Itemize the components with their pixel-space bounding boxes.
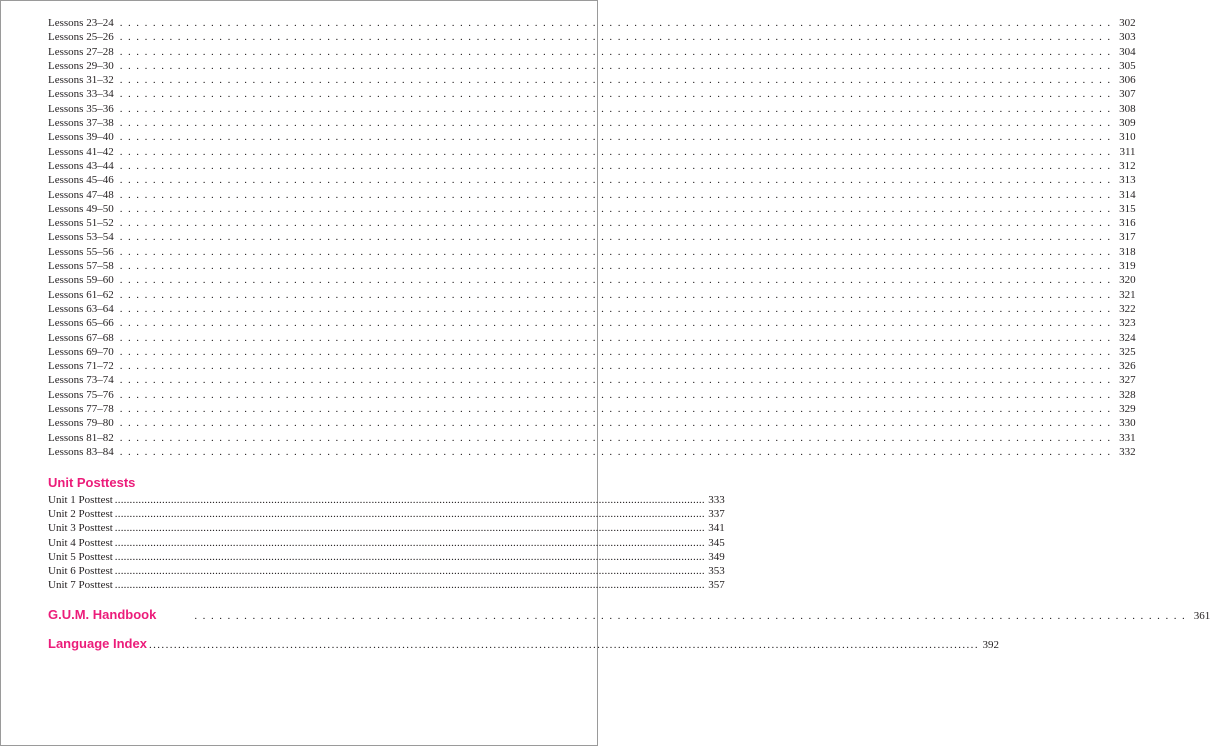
- entry-label: Lessons 27–28: [48, 45, 114, 58]
- entry-label: Unit 2 Posttest: [48, 508, 113, 521]
- toc-entry[interactable]: [48, 73, 1136, 87]
- page-number: 311: [1119, 145, 1136, 158]
- page-number: 312: [1119, 159, 1136, 172]
- dot-leader: . . . . . . . . . . . . . . . . . . . . . . . . . . . . . . . . . . . . . . . . . . . . . . . . . . . . . . . . . . . . . . . . . . . . . . . . . . . . . . . . . . . . . . . . . . . . . . . . . . . . . . . . . . . . . . . . . . . . . . . .: [119, 360, 1112, 373]
- entry-label: Lessons 39–40: [48, 131, 114, 144]
- entry-label: Lessons 73–74: [48, 374, 114, 387]
- dot-leader: . . . . . . . . . . . . . . . . . . . . . . . . . . . . . . . . . . . . . . . . . . . . . . . . . . . . . . . . . . . . . . . . . . . . . . . . . . . . . . . . . . . . . . . . . . . . . . . . . . . . . . . . . . . . . . . . . . . . . . . .: [119, 317, 1112, 330]
- entry-label: Lessons 25–26: [48, 31, 114, 44]
- page-number: 316: [1119, 217, 1136, 230]
- page-number: 361: [1193, 610, 1210, 622]
- entry-label: Lessons 83–84: [48, 445, 114, 458]
- page-number: 357: [708, 579, 725, 592]
- entry-label: Lessons 49–50: [48, 202, 114, 215]
- toc-entry[interactable]: [48, 173, 1136, 187]
- page-number: 320: [1119, 274, 1136, 287]
- entry-label: Lessons 29–30: [48, 59, 114, 72]
- page-number: 331: [1119, 431, 1136, 444]
- page-number: 302: [1119, 17, 1136, 29]
- lessons-list: [48, 16, 1136, 459]
- toc-entry[interactable]: [48, 388, 1136, 402]
- dot-leader: . . . . . . . . . . . . . . . . . . . . . . . . . . . . . . . . . . . . . . . . . . . . . . . . . . . . . . . . . . . . . . . . . . . . . . . . . . . . . . . . . . . . . . . . . . . . . . . . . . . . . . . . . . . . . . . . . . . . . . . .: [119, 59, 1112, 72]
- toc-entry[interactable]: [48, 230, 1136, 244]
- page-number: 392: [982, 639, 999, 651]
- toc-entry[interactable]: [48, 245, 1136, 259]
- toc-entry[interactable]: [48, 259, 1136, 273]
- language-index-entry[interactable]: [48, 636, 999, 651]
- dot-leader: . . . . . . . . . . . . . . . . . . . . . . . . . . . . . . . . . . . . . . . . . . . . . . . . . . . . . . . . . . . . . . . . . . . . . . . . . . . . . . . . . . . . . . . . . . . . . . . . . . . . . . . . . . . . . . . . . . . . . . . .: [119, 274, 1112, 287]
- page-number: 324: [1119, 331, 1136, 344]
- dot-leader: . . . . . . . . . . . . . . . . . . . . . . . . . . . . . . . . . . . . . . . . . . . . . . . . . . . . . . . . . . . . . . . . . . . . . . . . . . . . . . . . . . . . . . . . . . . . . . . . . . . . . . . . . . . . . . . . . . . . . . . .: [119, 288, 1112, 301]
- toc-entry[interactable]: [48, 116, 1136, 130]
- entry-label: Lessons 69–70: [48, 345, 114, 358]
- dot-leader: . . . . . . . . . . . . . . . . . . . . . . . . . . . . . . . . . . . . . . . . . . . . . . . . . . . . . . . . . . . . . . . . . . . . . . . . . . . . . . . . . . . . . . . . . . . . . . . . . . . . . . . . . . . . . . . . . . . . . . . .: [119, 174, 1112, 187]
- page-number: 319: [1119, 260, 1136, 273]
- dot-leader: . . . . . . . . . . . . . . . . . . . . . . . . . . . . . . . . . . . . . . . . . . . . . . . . . . . . . . . . . . . . . . . . . . . . . . . . . . . . . . . . . . . . . . . . . . . . . . . . . . . . . . . . . . . . . . . . . . . . . . . .: [119, 145, 1112, 158]
- page-number: 310: [1119, 131, 1136, 144]
- entry-label: Lessons 51–52: [48, 217, 114, 230]
- toc-entry[interactable]: [48, 445, 1136, 459]
- toc-entry[interactable]: [48, 273, 1136, 287]
- dot-leader: . . . . . . . . . . . . . . . . . . . . . . . . . . . . . . . . . . . . . . . . . . . . . . . . . . . . . . . . . . . . . . . . . . . . . . . . . . . . . . . . . . . . . . . . . . . . . . . . . . . . . . . . . . . . . . . . . . . . . . . .: [119, 217, 1112, 230]
- dot-leader: . . . . . . . . . . . . . . . . . . . . . . . . . . . . . . . . . . . . . . . . . . . . . . . . . . . . . . . . . . . . . . . . . . . . . . . . . . . . . . . . . . . . . . . . . . . . . . . . . . . . . . . . . . . . . . . . . . . . . . . .: [119, 188, 1112, 201]
- entry-label: Unit 4 Posttest: [48, 536, 113, 549]
- page-number: 353: [708, 564, 725, 577]
- toc-entry[interactable]: [48, 536, 725, 550]
- toc-entry[interactable]: [48, 130, 1136, 144]
- dot-leader: . . . . . . . . . . . . . . . . . . . . . . . . . . . . . . . . . . . . . . . . . . . . . . . . . . . . . . . . . . . . . . . . . . . . . . . . . . . . . . . . . . . . . . . . . . . . . . . . . . . . . . . . . . . . . . . . . . . . . . . .: [119, 45, 1112, 58]
- dot-leader: . . . . . . . . . . . . . . . . . . . . . . . . . . . . . . . . . . . . . . . . . . . . . . . . . . . . . . . . . . . . . . . . . . . . . . . . . . . . . . . . . . . . . . . . . . . . . . . . . . . . . . . . . . . . . . . . . . . . . . . .: [119, 331, 1112, 344]
- dot-leader: . . . . . . . . . . . . . . . . . . . . . . . . . . . . . . . . . . . . . . . . . . . . . . . . . . . . . . . . . . . . . . . . . . . . . . . . . . . . . . . . . . . . . . . . . . . . . . . . . . . . . . . . . . . . . . . . . . . . . . . .: [119, 117, 1112, 130]
- dot-leader: . . . . . . . . . . . . . . . . . . . . . . . . . . . . . . . . . . . . . . . . . . . . . . . . . . . . . . . . . . . . . . . . . . . . . . . . . . . . . . . . . . . . . . . . . . . . . . . . . . . . . . . . . . . . . . . . . . . . . . . .: [119, 231, 1112, 244]
- toc-entry[interactable]: [48, 102, 1136, 116]
- page-number: 322: [1119, 302, 1136, 315]
- entry-label: Lessons 81–82: [48, 431, 114, 444]
- page-number: 314: [1119, 188, 1136, 201]
- entry-label: Lessons 55–56: [48, 245, 114, 258]
- entry-label: Lessons 65–66: [48, 317, 114, 330]
- dot-leader: . . . . . . . . . . . . . . . . . . . . . . . . . . . . . . . . . . . . . . . . . . . . . . . . . . . . . . . . . . . . . . . . . . . . . . . . . . . . . . . . . . . . . . . . . . . . . . . . . . . . . . . . . . . . . . . . . . . . . . . .: [119, 445, 1112, 458]
- dot-leader: . . . . . . . . . . . . . . . . . . . . . . . . . . . . . . . . . . . . . . . . . . . . . . . . . . . . . . . . . . . . . . . . . . . . . . . . . . . . . . . . . . . . . . . . . . . . . . . . . . . . . . . . . . . . . . . . . . . . . . . .: [119, 388, 1112, 401]
- dot-leader: . . . . . . . . . . . . . . . . . . . . . . . . . . . . . . . . . . . . . . . . . . . . . . . . . . . . . . . . . . . . . . . . . . . . . . . . . . . . . . . . . . . . . . . . . . . . . . . . . . . . . . . . . . . . . . . . . . . . . . . .: [119, 31, 1112, 44]
- page-number: 318: [1119, 245, 1136, 258]
- dot-leader: . . . . . . . . . . . . . . . . . . . . . . . . . . . . . . . . . . . . . . . . . . . . . . . . . . . . . . . . . . . . . . . . . . . . . . . . . . . . . . . . . . . . . . . . . . . . . . . . . . . . . . . . . . . . . . . . . . . . . . . .: [119, 131, 1112, 144]
- entry-label: Lessons 43–44: [48, 159, 114, 172]
- page-number: 308: [1119, 102, 1136, 115]
- entry-label: Lessons 23–24: [48, 17, 114, 29]
- dot-leader: ........................................................................................................................................................................................................: [114, 550, 705, 563]
- page-number: 332: [1119, 445, 1136, 458]
- dot-leader: ........................................................................................................................................................................................................: [114, 522, 705, 535]
- entry-label: Lessons 53–54: [48, 231, 114, 244]
- entry-label: Lessons 59–60: [48, 274, 114, 287]
- dot-leader: ........................................................................................................................................................................................................: [148, 639, 979, 651]
- page-number: 306: [1119, 74, 1136, 87]
- toc-entry[interactable]: [48, 159, 1136, 173]
- dot-leader: ........................................................................................................................................................................................................: [114, 494, 705, 506]
- toc-entry[interactable]: [48, 302, 1136, 316]
- dot-leader: . . . . . . . . . . . . . . . . . . . . . . . . . . . . . . . . . . . . . . . . . . . . . . . . . . . . . . . . . . . . . . . . . . . . . . . . . . . . . . . . . . . . . . . . . . . . . . . . . . . . . . . . . . . . . . . . . . . . . . . .: [119, 431, 1112, 444]
- entry-label: Lessons 37–38: [48, 117, 114, 130]
- entry-label: Unit 1 Posttest: [48, 494, 113, 506]
- dot-leader: ........................................................................................................................................................................................................: [114, 579, 705, 592]
- dot-leader: . . . . . . . . . . . . . . . . . . . . . . . . . . . . . . . . . . . . . . . . . . . . . . . . . . . . . . . . . . . . . . . . . . . . . . . . . . . . . . . . . . . . . . . . . . . . . . . . . . . . . . . . . . . . . . . . . . . . . . . .: [119, 88, 1112, 101]
- toc-entry[interactable]: [48, 359, 1136, 373]
- dot-leader: . . . . . . . . . . . . . . . . . . . . . . . . . . . . . . . . . . . . . . . . . . . . . . . . . . . . . . . . . . . . . . . . . . . . . . . . . . . . . . . . . . . . . . . . . . . . . . . . . . . . . . . . . . . . . . . . . . . . . . . .: [194, 610, 1187, 622]
- entry-label: Lessons 79–80: [48, 417, 114, 430]
- dot-leader: . . . . . . . . . . . . . . . . . . . . . . . . . . . . . . . . . . . . . . . . . . . . . . . . . . . . . . . . . . . . . . . . . . . . . . . . . . . . . . . . . . . . . . . . . . . . . . . . . . . . . . . . . . . . . . . . . . . . . . . .: [119, 202, 1112, 215]
- language-index-label: Language Index: [48, 636, 147, 651]
- toc-entry[interactable]: [48, 188, 1136, 202]
- toc-entry[interactable]: [48, 521, 725, 535]
- toc-entry[interactable]: [48, 145, 1136, 159]
- page-number: 330: [1119, 417, 1136, 430]
- entry-label: Lessons 47–48: [48, 188, 114, 201]
- page-number: 307: [1119, 88, 1136, 101]
- page-number: 304: [1119, 45, 1136, 58]
- toc-entry[interactable]: [48, 507, 725, 521]
- dot-leader: . . . . . . . . . . . . . . . . . . . . . . . . . . . . . . . . . . . . . . . . . . . . . . . . . . . . . . . . . . . . . . . . . . . . . . . . . . . . . . . . . . . . . . . . . . . . . . . . . . . . . . . . . . . . . . . . . . . . . . . .: [119, 302, 1112, 315]
- toc-entry[interactable]: [48, 331, 1136, 345]
- page-number: 303: [1119, 31, 1136, 44]
- toc-entry[interactable]: [48, 550, 725, 564]
- dot-leader: ........................................................................................................................................................................................................: [114, 564, 705, 577]
- dot-leader: . . . . . . . . . . . . . . . . . . . . . . . . . . . . . . . . . . . . . . . . . . . . . . . . . . . . . . . . . . . . . . . . . . . . . . . . . . . . . . . . . . . . . . . . . . . . . . . . . . . . . . . . . . . . . . . . . . . . . . . .: [119, 260, 1112, 273]
- dot-leader: . . . . . . . . . . . . . . . . . . . . . . . . . . . . . . . . . . . . . . . . . . . . . . . . . . . . . . . . . . . . . . . . . . . . . . . . . . . . . . . . . . . . . . . . . . . . . . . . . . . . . . . . . . . . . . . . . . . . . . . .: [119, 159, 1112, 172]
- page-number: 315: [1119, 202, 1136, 215]
- page-number: 325: [1119, 345, 1136, 358]
- dot-leader: . . . . . . . . . . . . . . . . . . . . . . . . . . . . . . . . . . . . . . . . . . . . . . . . . . . . . . . . . . . . . . . . . . . . . . . . . . . . . . . . . . . . . . . . . . . . . . . . . . . . . . . . . . . . . . . . . . . . . . . .: [119, 403, 1112, 416]
- entry-label: Unit 7 Posttest: [48, 579, 113, 592]
- toc-entry[interactable]: [48, 202, 1136, 216]
- page-number: 309: [1119, 117, 1136, 130]
- toc-entry[interactable]: [48, 216, 1136, 230]
- page-number: 313: [1119, 174, 1136, 187]
- entry-label: Lessons 45–46: [48, 174, 114, 187]
- dot-leader: . . . . . . . . . . . . . . . . . . . . . . . . . . . . . . . . . . . . . . . . . . . . . . . . . . . . . . . . . . . . . . . . . . . . . . . . . . . . . . . . . . . . . . . . . . . . . . . . . . . . . . . . . . . . . . . . . . . . . . . .: [119, 74, 1112, 87]
- toc-entry[interactable]: [48, 416, 1136, 430]
- entry-label: Unit 5 Posttest: [48, 550, 113, 563]
- dot-leader: . . . . . . . . . . . . . . . . . . . . . . . . . . . . . . . . . . . . . . . . . . . . . . . . . . . . . . . . . . . . . . . . . . . . . . . . . . . . . . . . . . . . . . . . . . . . . . . . . . . . . . . . . . . . . . . . . . . . . . . .: [119, 245, 1112, 258]
- page-number: 327: [1119, 374, 1136, 387]
- page-number: 337: [708, 508, 725, 521]
- toc-entry[interactable]: [48, 564, 725, 578]
- page-number: 305: [1119, 59, 1136, 72]
- entry-label: Unit 3 Posttest: [48, 522, 113, 535]
- page-number: 349: [708, 550, 725, 563]
- entry-label: Lessons 35–36: [48, 102, 114, 115]
- handbook-label: G.U.M. Handbook: [48, 607, 157, 622]
- dot-leader: . . . . . . . . . . . . . . . . . . . . . . . . . . . . . . . . . . . . . . . . . . . . . . . . . . . . . . . . . . . . . . . . . . . . . . . . . . . . . . . . . . . . . . . . . . . . . . . . . . . . . . . . . . . . . . . . . . . . . . . .: [119, 374, 1112, 387]
- toc-entry[interactable]: [48, 431, 1136, 445]
- toc-entry[interactable]: [48, 373, 1136, 387]
- entry-label: Lessons 41–42: [48, 145, 114, 158]
- page-number: 345: [708, 536, 725, 549]
- dot-leader: ........................................................................................................................................................................................................: [114, 536, 705, 549]
- unit-posttests-heading: Unit Posttests: [48, 475, 136, 490]
- dot-leader: . . . . . . . . . . . . . . . . . . . . . . . . . . . . . . . . . . . . . . . . . . . . . . . . . . . . . . . . . . . . . . . . . . . . . . . . . . . . . . . . . . . . . . . . . . . . . . . . . . . . . . . . . . . . . . . . . . . . . . . .: [119, 17, 1112, 29]
- toc-entry[interactable]: [48, 59, 1136, 73]
- page-number: 323: [1119, 317, 1136, 330]
- toc-entry[interactable]: [48, 578, 725, 592]
- entry-label: Lessons 77–78: [48, 403, 114, 416]
- dot-leader: . . . . . . . . . . . . . . . . . . . . . . . . . . . . . . . . . . . . . . . . . . . . . . . . . . . . . . . . . . . . . . . . . . . . . . . . . . . . . . . . . . . . . . . . . . . . . . . . . . . . . . . . . . . . . . . . . . . . . . . .: [119, 102, 1112, 115]
- toc-entry[interactable]: [48, 30, 1136, 44]
- toc-entry[interactable]: [48, 16, 1136, 30]
- page-number: 326: [1119, 360, 1136, 373]
- toc-entry[interactable]: [48, 288, 1136, 302]
- entry-label: Unit 6 Posttest: [48, 564, 113, 577]
- entry-label: Lessons 67–68: [48, 331, 114, 344]
- entry-label: Lessons 31–32: [48, 74, 114, 87]
- entry-label: Lessons 61–62: [48, 288, 114, 301]
- page-number: 333: [708, 494, 725, 506]
- dot-leader: . . . . . . . . . . . . . . . . . . . . . . . . . . . . . . . . . . . . . . . . . . . . . . . . . . . . . . . . . . . . . . . . . . . . . . . . . . . . . . . . . . . . . . . . . . . . . . . . . . . . . . . . . . . . . . . . . . . . . . . .: [119, 417, 1112, 430]
- entry-label: Lessons 71–72: [48, 360, 114, 373]
- page-number: 329: [1119, 403, 1136, 416]
- entry-label: Lessons 33–34: [48, 88, 114, 101]
- page-number: 317: [1119, 231, 1136, 244]
- dot-leader: ........................................................................................................................................................................................................: [114, 508, 705, 521]
- page-number: 321: [1119, 288, 1136, 301]
- entry-label: Lessons 63–64: [48, 302, 114, 315]
- toc-entry[interactable]: [48, 316, 1136, 330]
- toc-entry[interactable]: [48, 402, 1136, 416]
- entry-label: Lessons 75–76: [48, 388, 114, 401]
- dot-leader: . . . . . . . . . . . . . . . . . . . . . . . . . . . . . . . . . . . . . . . . . . . . . . . . . . . . . . . . . . . . . . . . . . . . . . . . . . . . . . . . . . . . . . . . . . . . . . . . . . . . . . . . . . . . . . . . . . . . . . . .: [119, 345, 1112, 358]
- toc-entry[interactable]: [48, 345, 1136, 359]
- toc-entry[interactable]: [48, 87, 1136, 101]
- toc-entry[interactable]: [48, 45, 1136, 59]
- entry-label: Lessons 57–58: [48, 260, 114, 273]
- toc-entry[interactable]: [48, 493, 725, 507]
- handbook-entry[interactable]: [48, 607, 1210, 622]
- page-number: 341: [708, 522, 725, 535]
- posttests-list: [48, 493, 725, 592]
- page-number: 328: [1119, 388, 1136, 401]
